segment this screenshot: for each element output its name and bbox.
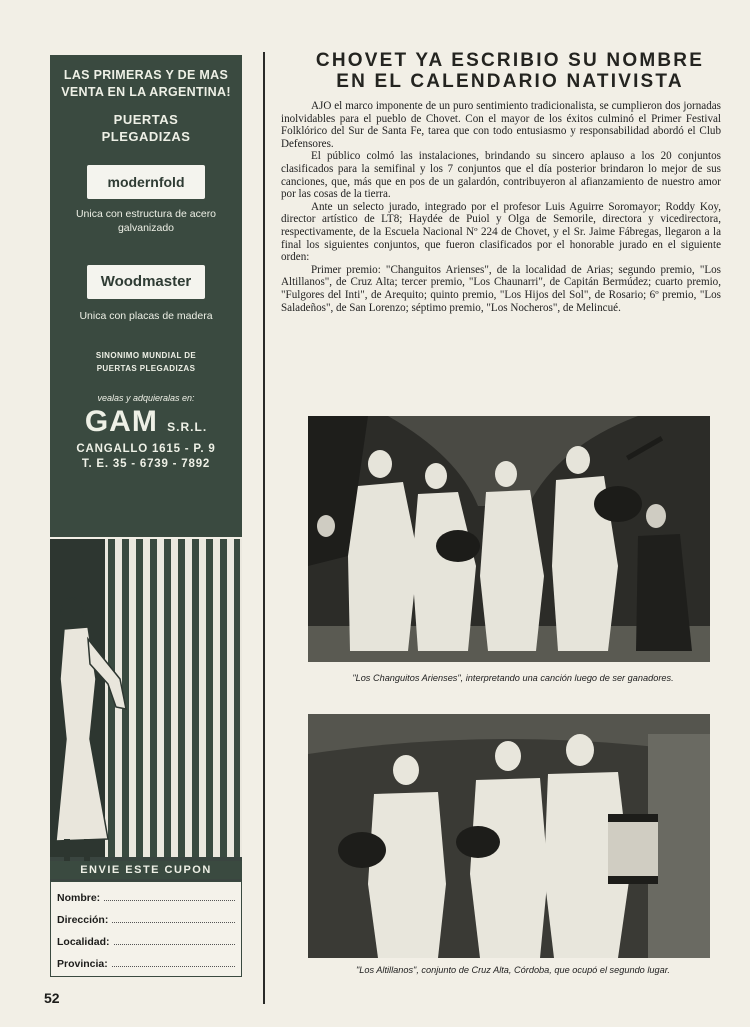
- performers-photo-2: [308, 714, 710, 958]
- ad-headline: LAS PRIMERAS Y DE MAS VENTA EN LA ARGENTINA!: [61, 68, 231, 99]
- direccion-field[interactable]: [112, 922, 235, 923]
- ad-tagline: SINONIMO MUNDIAL DE PUERTAS PLEGADIZAS: [95, 351, 197, 373]
- photo-los-altillanos: [308, 714, 710, 958]
- form-row-localidad: [51, 926, 241, 948]
- woodmaster-logo: Woodmaster: [87, 265, 205, 299]
- form-row-nombre: [51, 882, 241, 904]
- paragraph-1: AJO el marco imponente de un puro sentimiento tradicionalista, se cumplieron dos jornadas inolvidables para el pueblo de Chovet. Con el mayor de los éxitos culminó el Primer Festival Folklórico del Sur de Santa Fe, tarea que con todo entusiasmo y responsabilidad abordó el Club Defensores.: [281, 100, 721, 150]
- advertisement: [50, 55, 242, 977]
- localidad-label: Localidad:: [57, 936, 110, 948]
- company-name: [50, 407, 242, 442]
- modernfold-desc: Unica con estructura de acero galvanizado: [75, 208, 217, 234]
- provincia-field[interactable]: [112, 966, 235, 967]
- article-title: [300, 50, 720, 92]
- form-row-provincia: [51, 948, 241, 970]
- title-line-2: EN EL CALENDARIO NATIVISTA: [336, 71, 684, 92]
- caption-photo-2: "Los Altillanos", conjunto de Cruz Alta, Córdoba, que ocupó el segundo lugar.: [356, 965, 670, 975]
- article-body: [281, 100, 721, 314]
- page-number: 52: [44, 990, 60, 1006]
- ad-green-panel: [50, 55, 242, 537]
- paragraph-2: El público colmó las instalaciones, brindando su sincero aplauso a los 20 conjuntos clasificados para la semifinal y los 7 conjuntos que el día posterior brindaron lo mejor de sus canciones, que, más que en pos de un galardón, contribuyeron al afianzamiento de nuestro amor por las cosas de la tierra.: [281, 150, 721, 201]
- company-suffix: S.R.L.: [167, 420, 208, 434]
- form-row-direccion: [51, 904, 241, 926]
- direccion-label: Dirección:: [57, 914, 109, 926]
- caption-photo-1: "Los Changuitos Arienses", interpretando una canción luego de ser ganadores.: [352, 673, 674, 683]
- ad-where-to-buy: vealas y adquieralas en:: [97, 393, 195, 403]
- ad-product: PUERTAS PLEGADIZAS: [101, 112, 191, 144]
- photo-changuitos-arienses: [308, 416, 710, 662]
- paragraph-3: Ante un selecto jurado, integrado por el profesor Luis Aguirre Soromayor; Roddy Koy, director artístico de LT8; Haydée de Puiol y Olga de Semorile, directora y vicedirectora, respectivamente, de la Escuela Nacional Nº 224 de Chovet, y el Sr. Jaime Fábregas, llegaron a la final los siguientes conjuntos, que fueron clasificados por el honorable jurado en el siguiente orden:: [281, 200, 721, 264]
- woodmaster-desc: Unica con placas de madera: [79, 310, 213, 322]
- company-address: CANGALLO 1615 - P. 9: [76, 443, 216, 455]
- nombre-field[interactable]: [104, 900, 235, 901]
- company-phone: T. E. 35 - 6739 - 7892: [81, 458, 211, 470]
- performers-photo-1: [308, 416, 710, 662]
- nombre-label: Nombre:: [57, 892, 101, 904]
- column-divider: [263, 52, 265, 1004]
- title-line-1: CHOVET YA ESCRIBIO SU NOMBRE: [315, 50, 705, 71]
- modernfold-logo: modernfold: [87, 165, 205, 199]
- provincia-label: Provincia:: [57, 958, 108, 970]
- paragraph-4: Primer premio: "Changuitos Arienses", de la localidad de Arias; segundo premio, "Los Altillanos", de Cruz Alta; tercer premio, "Los Chaunarri", de Capitán Bermúdez; cuarto premio, "Fulgores del Inti", de Arequito; quinto premio, "Los Hijos del Sol", de Rosario; 6º premio, "Los Saladeños", de San Lorenzo; séptimo premio, "Los Nocheros", de Melincué.: [281, 263, 721, 314]
- coupon-title: ENVIE ESTE CUPON: [50, 861, 242, 879]
- localidad-field[interactable]: [114, 944, 235, 945]
- coupon-form: [50, 881, 242, 977]
- company-main: GAM: [84, 405, 158, 438]
